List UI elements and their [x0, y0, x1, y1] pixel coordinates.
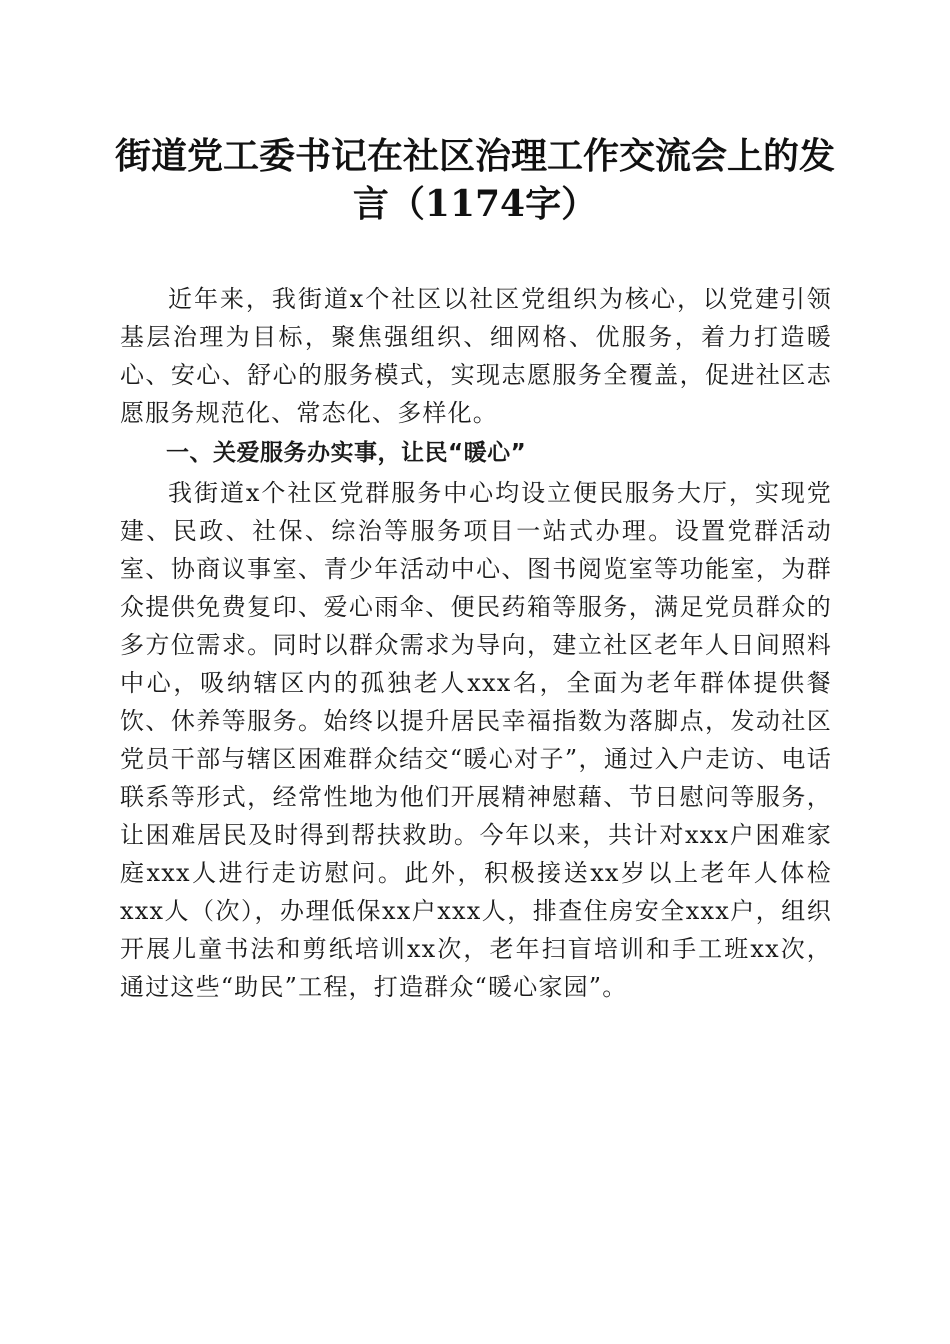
intro-paragraph: 近年来，我街道x个社区以社区党组织为核心，以党建引领基层治理为目标，聚焦强组织、细网格、优服务，着力打造暖心、安心、舒心的服务模式，实现志愿服务全覆盖，促进社区志愿服务规范化、常态化、多样化。	[120, 285, 832, 427]
section-paragraph: 我街道x个社区党群服务中心均设立便民服务大厅，实现党建、民政、社保、综治等服务项目一站式办理。设置党群活动室、协商议事室、青少年活动中心、图书阅览室等功能室，为群众提供免费复印、爱心雨伞、便民药箱等服务，满足党员群众的多方位需求。同时以群众需求为导向，建立社区老年人日间照料中心，吸纳辖区内的孤独老人xxx名，全面为老年群体提供餐饮、休养等服务。始终以提升居民幸福指数为落脚点，发动社区党员干部与辖区困难群众结交“暖心对子”，通过入户走访、电话联系等形式，经常性地为他们开展精神慰藉、节日慰问等服务，让困难居民及时得到帮扶救助。今年以来，共计对xxx户困难家庭xxx人进行走访慰问。此外，积极接送xx岁以上老年人体检xxx人（次），办理低保xx户xxx人，排查住房安全xxx户，组织开展儿童书法和剪纸培训xx次，老年扫盲培训和手工班xx次，通过这些“助民”工程，打造群众“暖心家园”。	[120, 479, 832, 1001]
section-heading: 一、关爱服务办实事，让民“暖心”	[166, 440, 527, 466]
document-body	[120, 280, 832, 1006]
document-title: 街道党工委书记在社区治理工作交流会上的发言（1174字）	[114, 135, 835, 225]
